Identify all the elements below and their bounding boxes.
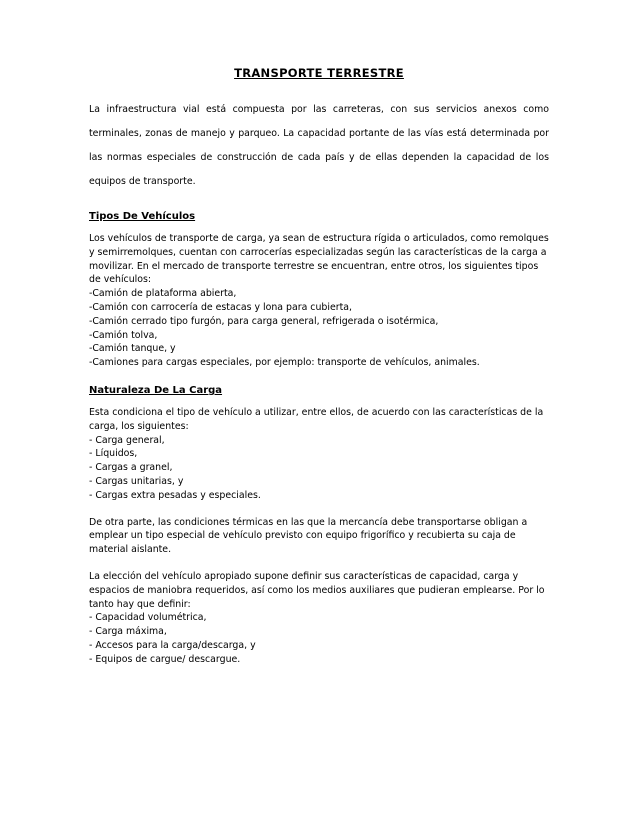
cargo-nature-paragraph: Esta condiciona el tipo de vehículo a utilizar, entre ellos, de acuerdo con las características de la carga, los siguientes:	[89, 406, 544, 432]
list-item: - Cargas a granel,	[89, 462, 173, 474]
list-item: -Camión cerrado tipo furgón, para carga general, refrigerada o isotérmica,	[89, 315, 439, 327]
section-heading-cargo-nature: Naturaleza De La Carga	[89, 384, 223, 396]
list-item: - Equipos de cargue/ descargue.	[89, 653, 241, 665]
list-item: - Carga máxima,	[89, 626, 167, 638]
list-item: -Camión tanque, y	[89, 343, 176, 355]
document-body	[89, 98, 549, 667]
cargo-types-list	[89, 434, 549, 503]
vehicle-types-paragraph: Los vehículos de transporte de carga, ya sean de estructura rígida o articulados, como remolques y semirremolques, cuentan con carrocerías especializadas según las características de la carga a movilizar. En el mercado de transporte terrestre se encuentran, entre otros, los siguientes tipos de vehículos:	[89, 233, 549, 286]
intro-paragraph: La infraestructura vial está compuesta por las carreteras, con sus servicios anexos como terminales, zonas de manejo y parqueo. La capacidad portante de las vías está determinada por las normas especiales de construcción de cada país y de ellas dependen la capacidad de los equipos de transporte.	[89, 104, 549, 187]
list-item: - Capacidad volumétrica,	[89, 612, 207, 624]
vehicle-selection-paragraph: La elección del vehículo apropiado supone definir sus características de capacidad, carga y espacios de maniobra requeridos, así como los medios auxiliares que pudieran emplearse. Por lo tanto hay que definir:	[89, 570, 545, 610]
thermal-conditions-paragraph: De otra parte, las condiciones térmicas en las que la mercancía debe transportarse obligan a emplear un tipo especial de vehículo previsto con equipo frigorífico y recubierta su caja de material aislante.	[89, 516, 528, 556]
list-item: - Cargas unitarias, y	[89, 475, 184, 487]
list-item: -Camión de plataforma abierta,	[89, 288, 237, 300]
vehicle-types-list	[89, 287, 549, 370]
requirements-list	[89, 611, 549, 666]
list-item: -Camión tolva,	[89, 329, 158, 341]
section-heading-vehicle-types: Tipos De Vehículos	[89, 211, 196, 222]
list-item: -Camión con carrocería de estacas y lona para cubierta,	[89, 301, 352, 313]
list-item: -Camiones para cargas especiales, por ejemplo: transporte de vehículos, animales.	[89, 357, 480, 369]
list-item: - Accesos para la carga/descarga, y	[89, 639, 256, 651]
list-item: - Carga general,	[89, 434, 165, 446]
list-item: - Cargas extra pesadas y especiales.	[89, 489, 261, 501]
document-title: TRANSPORTE TERRESTRE	[234, 66, 404, 80]
list-item: - Líquidos,	[89, 448, 138, 460]
